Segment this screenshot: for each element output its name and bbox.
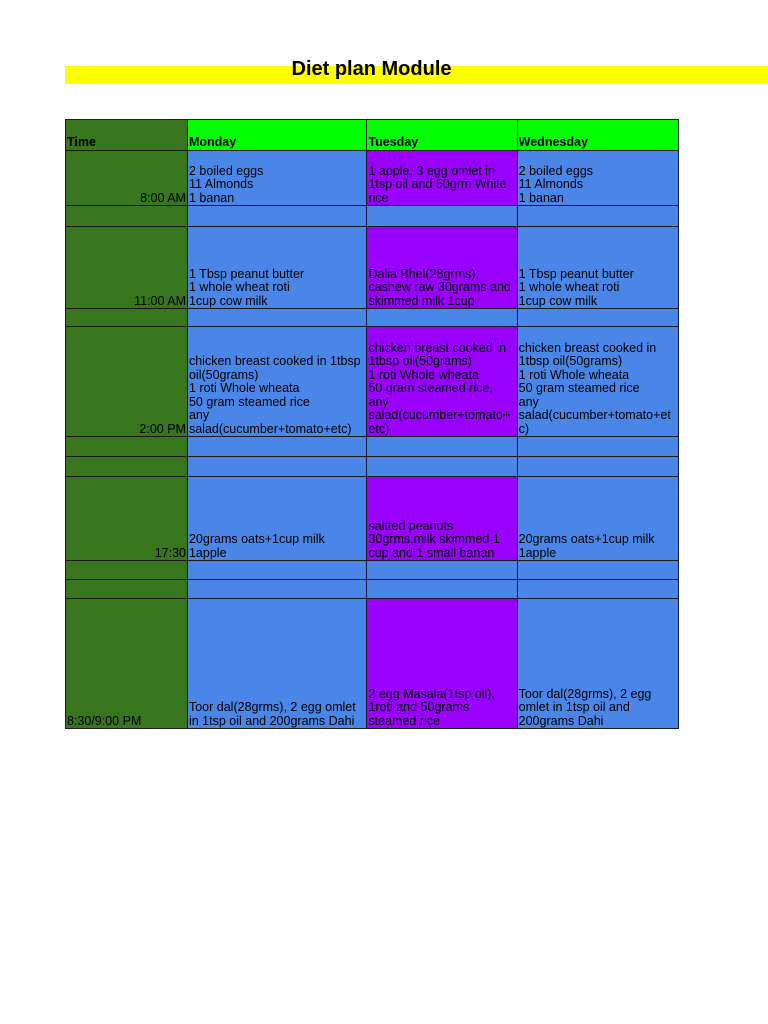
header-row xyxy=(66,120,679,151)
empty-cell xyxy=(367,580,517,599)
time-cell-empty xyxy=(66,309,188,327)
meal-row-dinner xyxy=(66,599,679,729)
tuesday-cell: 1 apple, 3 egg omlet in 1tsp oil and 50grm White rice xyxy=(367,151,517,206)
time-cell: 17:30 xyxy=(66,477,188,561)
wednesday-cell: 2 boiled eggs 11 Almonds 1 banan xyxy=(517,151,678,206)
tuesday-cell: saltted peanuts 30grms,milk skimmed 1 cup and 1 small banan xyxy=(367,477,517,561)
wednesday-cell: 1 Tbsp peanut butter 1 whole wheat roti 1cup cow milk xyxy=(517,227,678,309)
empty-cell xyxy=(367,437,517,457)
time-cell-empty xyxy=(66,561,188,580)
header-monday: Monday xyxy=(187,120,366,151)
spacer-row xyxy=(66,457,679,477)
header-wednesday: Wednesday xyxy=(517,120,678,151)
empty-cell xyxy=(187,437,366,457)
empty-cell xyxy=(187,457,366,477)
time-cell: 2:00 PM xyxy=(66,327,188,437)
tuesday-cell: 2 egg Masala(1tsp oil), 1roti and 50grams steamed rice xyxy=(367,599,517,729)
diet-plan-table xyxy=(65,119,679,729)
monday-cell: 1 Tbsp peanut butter 1 whole wheat roti 1cup cow milk xyxy=(187,227,366,309)
header-time: Time xyxy=(66,120,188,151)
spacer-row xyxy=(66,561,679,580)
monday-cell: 2 boiled eggs 11 Almonds 1 banan xyxy=(187,151,366,206)
time-cell-empty xyxy=(66,206,188,227)
empty-cell xyxy=(517,309,678,327)
empty-cell xyxy=(367,561,517,580)
empty-cell xyxy=(187,206,366,227)
spacer-row xyxy=(66,580,679,599)
empty-cell xyxy=(367,309,517,327)
empty-cell xyxy=(367,457,517,477)
wednesday-cell: 20grams oats+1cup milk 1apple xyxy=(517,477,678,561)
time-cell-empty xyxy=(66,580,188,599)
empty-cell xyxy=(517,206,678,227)
spacer-row xyxy=(66,437,679,457)
empty-cell xyxy=(187,580,366,599)
page-title: Diet plan Module xyxy=(291,58,452,80)
meal-row-lunch xyxy=(66,327,679,437)
wednesday-cell: Toor dal(28grms), 2 egg omlet in 1tsp oil and 200grams Dahi xyxy=(517,599,678,729)
wednesday-cell: chicken breast cooked in 1tbsp oil(50grams) 1 roti Whole wheata 50 gram steamed rice any salad(cucumber+tomato+etc) xyxy=(517,327,678,437)
empty-cell xyxy=(517,580,678,599)
monday-cell: 20grams oats+1cup milk 1apple xyxy=(187,477,366,561)
header-tuesday: Tuesday xyxy=(367,120,517,151)
empty-cell xyxy=(517,457,678,477)
spacer-row xyxy=(66,309,679,327)
meal-row-mid-morning xyxy=(66,227,679,309)
title-bar xyxy=(65,58,768,84)
time-cell: 11:00 AM xyxy=(66,227,188,309)
time-cell-empty xyxy=(66,457,188,477)
meal-row-breakfast xyxy=(66,151,679,206)
tuesday-cell: chicken breast cooked in 1tbsp oil(50grams) 1 roti Whole wheata 50 gram steamed rice, any salad(cucumber+tomato+etc) xyxy=(367,327,517,437)
meal-row-evening-snack xyxy=(66,477,679,561)
monday-cell: chicken breast cooked in 1tbsp oil(50grams) 1 roti Whole wheata 50 gram steamed rice any salad(cucumber+tomato+etc) xyxy=(187,327,366,437)
time-cell-empty xyxy=(66,437,188,457)
spacer-row xyxy=(66,206,679,227)
monday-cell: Toor dal(28grms), 2 egg omlet in 1tsp oil and 200grams Dahi xyxy=(187,599,366,729)
empty-cell xyxy=(517,437,678,457)
empty-cell xyxy=(187,309,366,327)
empty-cell xyxy=(187,561,366,580)
time-cell: 8:00 AM xyxy=(66,151,188,206)
tuesday-cell: Dalia Bhel(28grms), cashew raw 30grams and skimmed milk 1cup xyxy=(367,227,517,309)
time-cell: 8:30/9:00 PM xyxy=(66,599,188,729)
empty-cell xyxy=(517,561,678,580)
empty-cell xyxy=(367,206,517,227)
